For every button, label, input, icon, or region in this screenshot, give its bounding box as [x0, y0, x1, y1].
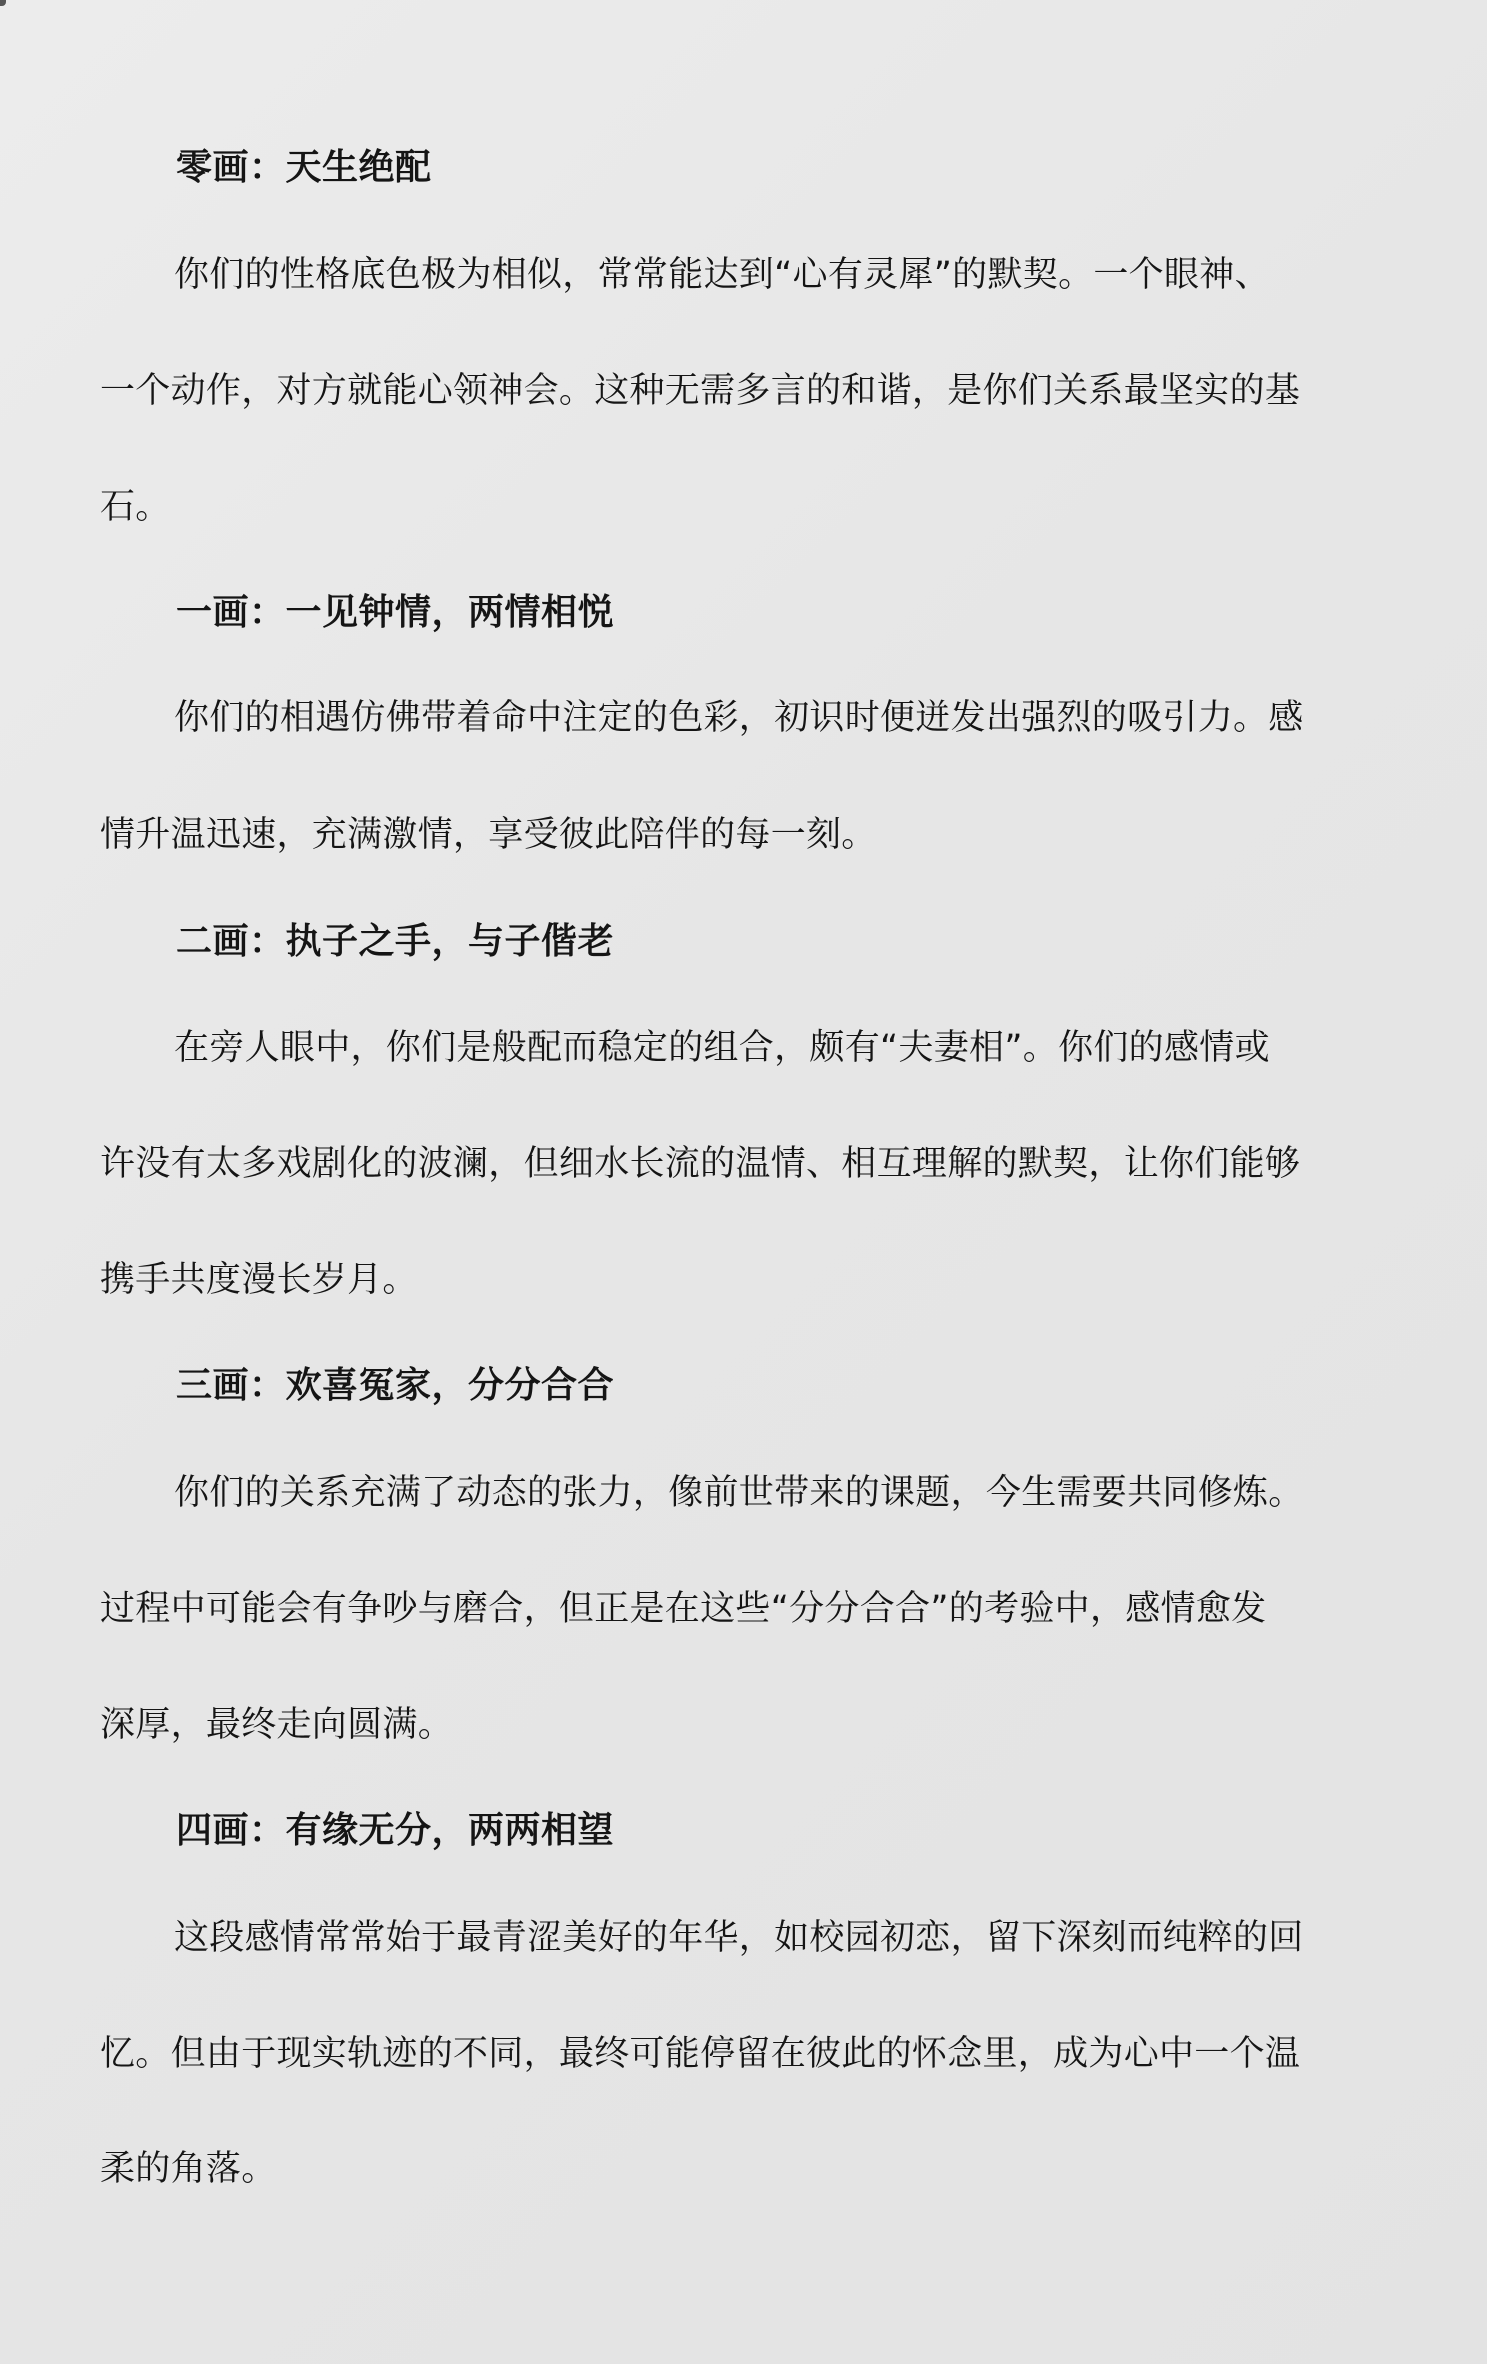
section-0-line-2: 石。 — [100, 487, 171, 527]
section-3-line-1: 过程中可能会有争吵与磨合，但正是在这些“分分合合”的考验中，感情愈发 — [100, 1589, 1267, 1629]
section-4-line-1: 忆。但由于现实轨迹的不同，最终可能停留在彼此的怀念里，成为心中一个温 — [100, 2034, 1301, 2074]
section-2-line-1: 许没有太多戏剧化的波澜，但细水长流的温情、相互理解的默契，让你们能够 — [100, 1144, 1301, 1184]
section-heading-1: 一画：一见钟情，两情相悦 — [176, 592, 615, 633]
section-3-line-0: 你们的关系充满了动态的张力，像前世带来的课题，今生需要共同修炼。 — [174, 1473, 1304, 1513]
section-heading-3: 三画：欢喜冤家，分分合合 — [176, 1365, 615, 1406]
section-2-line-0: 在旁人眼中，你们是般配而稳定的组合，颇有“夫妻相”。你们的感情或 — [174, 1028, 1270, 1068]
corner-mark — [0, 0, 6, 6]
section-4-line-2: 柔的角落。 — [100, 2149, 277, 2189]
section-heading-2: 二画：执子之手，与子偕老 — [176, 921, 615, 962]
section-1-line-1: 情升温迅速，充满激情，享受彼此陪伴的每一刻。 — [100, 815, 877, 855]
section-heading-0: 零画：天生绝配 — [176, 147, 432, 188]
section-1-line-0: 你们的相遇仿佛带着命中注定的色彩，初识时便迸发出强烈的吸引力。感 — [174, 698, 1304, 738]
section-2-line-2: 携手共度漫长岁月。 — [100, 1260, 418, 1300]
section-heading-4: 四画：有缘无分，两两相望 — [176, 1810, 615, 1851]
section-0-line-0: 你们的性格底色极为相似，常常能达到“心有灵犀”的默契。一个眼神、 — [174, 255, 1270, 295]
section-3-line-2: 深厚，最终走向圆满。 — [100, 1705, 454, 1745]
section-0-line-1: 一个动作，对方就能心领神会。这种无需多言的和谐，是你们关系最坚实的基 — [100, 371, 1301, 411]
section-4-line-0: 这段感情常常始于最青涩美好的年华，如校园初恋，留下深刻而纯粹的回 — [174, 1918, 1304, 1958]
